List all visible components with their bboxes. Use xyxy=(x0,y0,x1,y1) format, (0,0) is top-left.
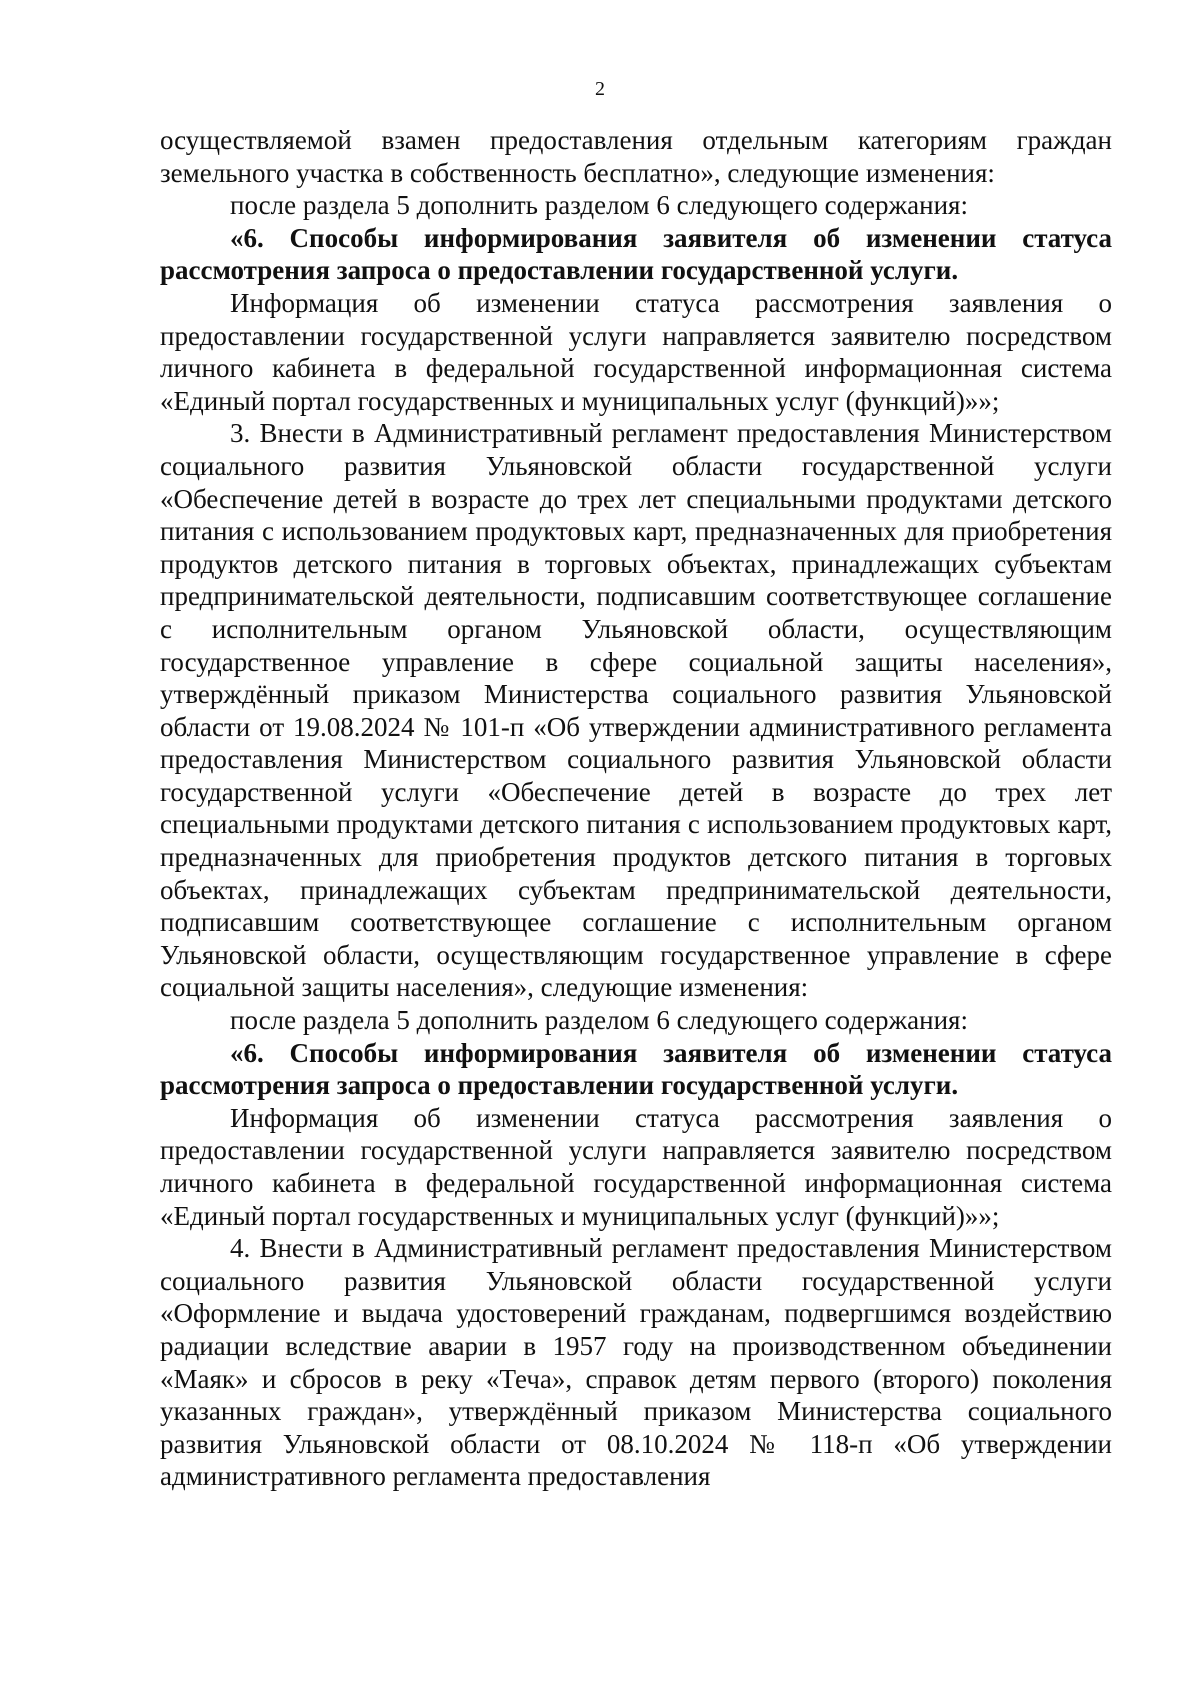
paragraph-status-info-1: Информация об изменении статуса рассмотрения заявления о предоставлении государственной услуги направляется заявителю посредством личного кабинета в федеральной государственной информационная система «Единый портал государственных и муниципальных услуг (функций)»»; xyxy=(160,287,1112,416)
section-6-heading-1: «6. Способы информирования заявителя об изменении статуса рассмотрения запроса о предоставлении государственной услуги. xyxy=(160,222,1112,286)
paragraph-add-section-1: после раздела 5 дополнить разделом 6 следующего содержания: xyxy=(230,190,968,221)
paragraph-status-info-2: Информация об изменении статуса рассмотрения заявления о предоставлении государственной услуги направляется заявителю посредством личного кабинета в федеральной государственной информационная система «Единый портал государственных и муниципальных услуг (функций)»»; xyxy=(160,1102,1112,1231)
paragraph-add-section-2: после раздела 5 дополнить разделом 6 следующего содержания: xyxy=(230,1005,968,1036)
section-6-heading-2: «6. Способы информирования заявителя об изменении статуса рассмотрения запроса о предоставлении государственной услуги. xyxy=(160,1037,1112,1101)
document-body xyxy=(160,124,1112,1493)
paragraph-item-3: 3. Внести в Административный регламент предоставления Министерством социального развития Ульяновской области государственной услуги «Обеспечение детей в возрасте до трех лет специальными продуктами детского питания с использованием продуктовых карт, предназначенных для приобретения продуктов детского питания в торговых объектах, принадлежащих субъектам предпринимательской деятельности, подписавшим соответствующее соглашение с исполнительным органом Ульяновской области, осуществляющим государственное управление в сфере социальной защиты населения», утверждённый приказом Министерства социального развития Ульяновской области от 19.08.2024 № 101-п «Об утверждении административного регламента предоставления Министерством социального развития Ульяновской области государственной услуги «Обеспечение детей в возрасте до трех лет специальными продуктами детского питания с использованием продуктовых карт, предназначенных для приобретения продуктов детского питания в торговых объектах, принадлежащих субъектам предпринимательской деятельности, подписавшим соответствующее соглашение с исполнительным органом Ульяновской области, осуществляющим государственное управление в сфере социальной защиты населения», следующие изменения: xyxy=(160,418,1112,1003)
paragraph-continuation: осуществляемой взамен предоставления отдельным категориям граждан земельного участка в собственность бесплатно», следующие изменения: xyxy=(160,125,1112,188)
page-number: 2 xyxy=(595,78,605,100)
paragraph-item-4: 4. Внести в Административный регламент предоставления Министерством социального развития Ульяновской области государственной услуги «Оформление и выдача удостоверений гражданам, подвергшимся воздействию радиации вследствие аварии в 1957 году на производственном объединении «Маяк» и сбросов в реку «Теча», справок детям первого (второго) поколения указанных граждан», утверждённый приказом Министерства социального развития Ульяновской области от 08.10.2024 № 118-п «Об утверждении административного регламента предоставления xyxy=(160,1233,1112,1492)
